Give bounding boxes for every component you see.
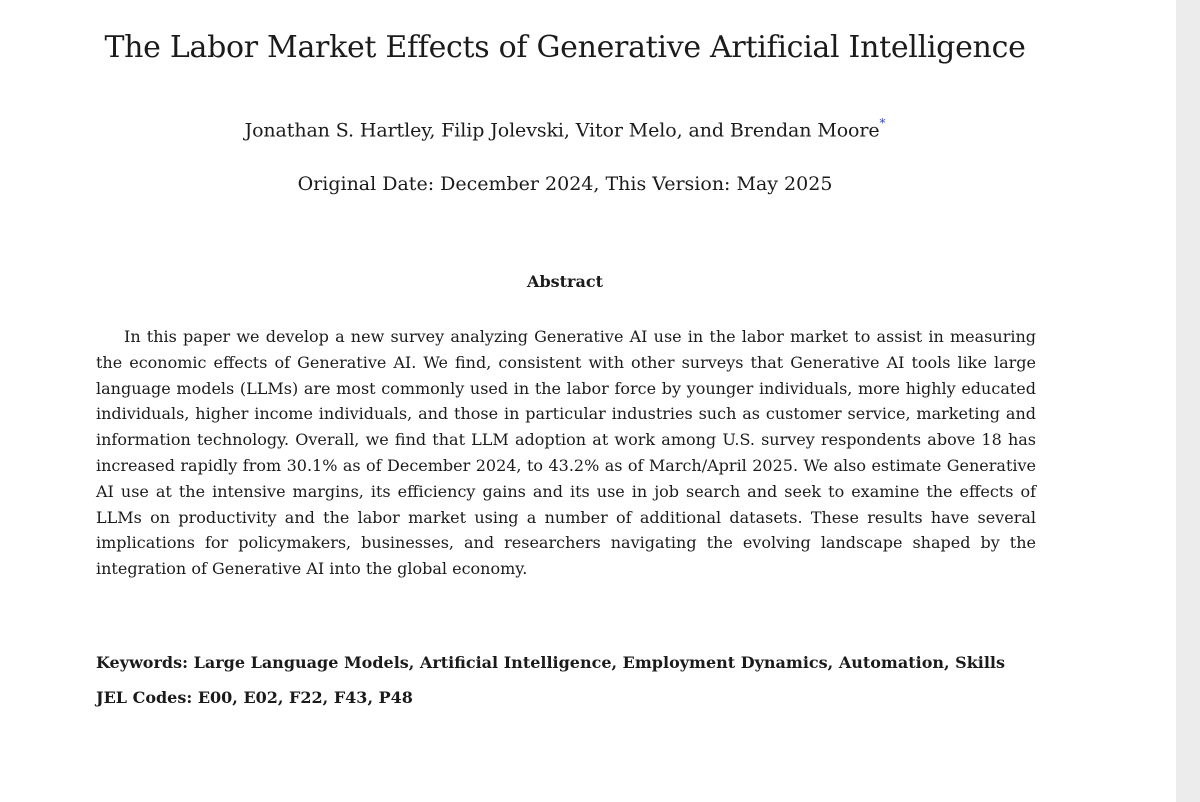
- jel-codes-line: JEL Codes: E00, E02, F22, F43, P48: [96, 688, 413, 707]
- paper-title: The Labor Market Effects of Generative Artificial Intelligence: [104, 30, 1026, 65]
- author-footnote-link[interactable]: *: [879, 116, 886, 130]
- author-names: Jonathan S. Hartley, Filip Jolevski, Vitor Melo, and Brendan Moore: [244, 119, 880, 142]
- abstract-heading: Abstract: [527, 272, 603, 291]
- date-line: Original Date: December 2024, This Version: May 2025: [297, 173, 833, 195]
- keywords-line: Keywords: Large Language Models, Artificial Intelligence, Employment Dynamics, Automation, Skills: [96, 653, 1006, 672]
- author-list: [0, 118, 1130, 141]
- viewer-background: [1176, 0, 1200, 802]
- abstract-text: In this paper we develop a new survey analyzing Generative AI use in the labor market to assist in measuring the economic effects of Generative AI. We find, consistent with other surveys that Generative AI tools like large language models (LLMs) are most commonly used in the labor force by younger individuals, more highly educated individuals, higher income individuals, and those in particular industries such as customer service, marketing and information technology. Overall, we find that LLM adoption at work among U.S. survey respondents above 18 has increased rapidly from 30.1% as of December 2024, to 43.2% as of March/April 2025. We also estimate Generative AI use at the intensive margins, its efficiency gains and its use in job search and seek to examine the effects of LLMs on productivity and the labor market using a number of additional datasets. These results have several implications for policymakers, businesses, and researchers navigating the evolving landscape shaped by the integration of Generative AI into the global economy.: [96, 327, 1036, 579]
